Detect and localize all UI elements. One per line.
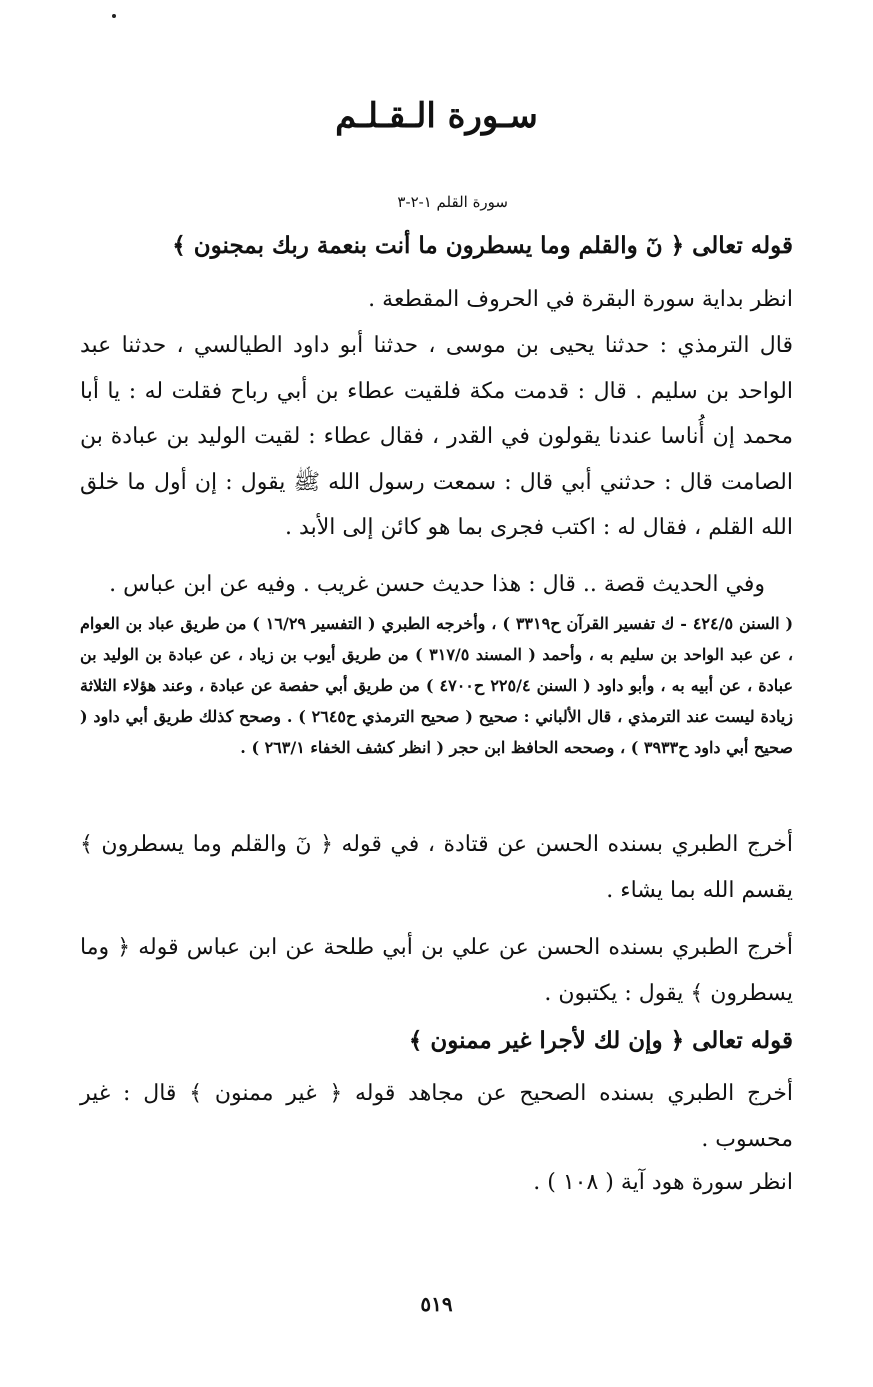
section-heading: قوله تعالى ﴿ نٓ والقلم وما يسطرون ما أنت بنعمة ربك بمجنون ﴾ (172, 232, 793, 259)
cross-reference-text: انظر سورة هود آية ( ١٠٨ ) . (533, 1170, 793, 1195)
paragraph-5 (80, 925, 793, 1016)
hadith-text: قال الترمذي : حدثنا يحيى بن موسى ، حدثنا أبو داود الطيالسي ، حدثنا عبد الواحد بن سليم . قال : قدمت مكة فلقيت عطاء بن أبي رباح فقلت له : يا أبا محمد إن أُناسا عندنا يقولون في القدر ، فقال عطاء : لقيت الوليد بن عبادة بن الصامت قال : حدثني أبي قال : سمعت رسول الله ﷺ يقول : إن أول ما خلق الله القلم ، فقال له : اكتب فجرى بما هو كائن إلى الأبد . (80, 333, 794, 540)
tafsir-text: أخرج الطبري بسنده الحسن عن قتادة ، في قوله ﴿ نٓ والقلم وما يسطرون ﴾ يقسم الله بما يشاء . (80, 832, 793, 903)
footnote-block (80, 608, 793, 763)
paragraph-text: انظر بداية سورة البقرة في الحروف المقطعة . (368, 287, 793, 312)
paragraph-2 (80, 323, 793, 551)
print-mark (112, 14, 116, 18)
paragraph-4 (80, 822, 793, 913)
surah-title: سـورة الـقـلـم (335, 96, 538, 136)
tafsir-text: أخرج الطبري بسنده الصحيح عن مجاهد قوله ﴿ غير ممنون ﴾ قال : غير محسوب . (80, 1081, 793, 1152)
verse-reference: سورة القلم ١-٢-٣ (397, 193, 508, 211)
verse-heading-1 (80, 224, 793, 268)
page-number: ٥١٩ (420, 1292, 453, 1316)
tafsir-text: أخرج الطبري بسنده الحسن عن علي بن أبي طلحة عن ابن عباس قوله ﴿ وما يسطرون ﴾ يقول : يكتبون . (80, 935, 793, 1006)
footnote-text: ( السنن ٤٢٤/٥ - ك تفسير القرآن ح٣٣١٩ ) ، وأخرجه الطبري ( التفسير ١٦/٢٩ ) من طريق عباد بن العوام ، عن عبد الواحد بن سليم به ، وأحمد ( المسند ٣١٧/٥ ) من طريق أيوب بن زياد ، عن عبادة بن الوليد بن عبادة ، عن أبيه به ، وأبو داود ( السنن ٢٢٥/٤ ح٤٧٠٠ ) من طريق أبي حفصة عن عبادة ، وعند هؤلاء الثلاثة زيادة ليست عند الترمذي ، قال الألباني : صحيح ( صحيح الترمذي ح٢٦٤٥ ) . وصحح كذلك طريق أبي داود ( صحيح أبي داود ح٣٩٣٣ ) ، وصححه الحافظ ابن حجر ( انظر كشف الخفاء ٢٦٣/١ ) . (80, 614, 794, 757)
verse-heading-2 (80, 1019, 793, 1063)
hadith-grading-text: وفي الحديث قصة .. قال : هذا حديث حسن غريب . وفيه عن ابن عباس . (109, 572, 765, 597)
paragraph-3 (80, 562, 793, 608)
paragraph-7 (80, 1160, 793, 1206)
section-heading: قوله تعالى ﴿ وإن لك لأجرا غير ممنون ﴾ (408, 1027, 793, 1054)
paragraph-1 (80, 277, 793, 323)
paragraph-6 (80, 1071, 793, 1162)
